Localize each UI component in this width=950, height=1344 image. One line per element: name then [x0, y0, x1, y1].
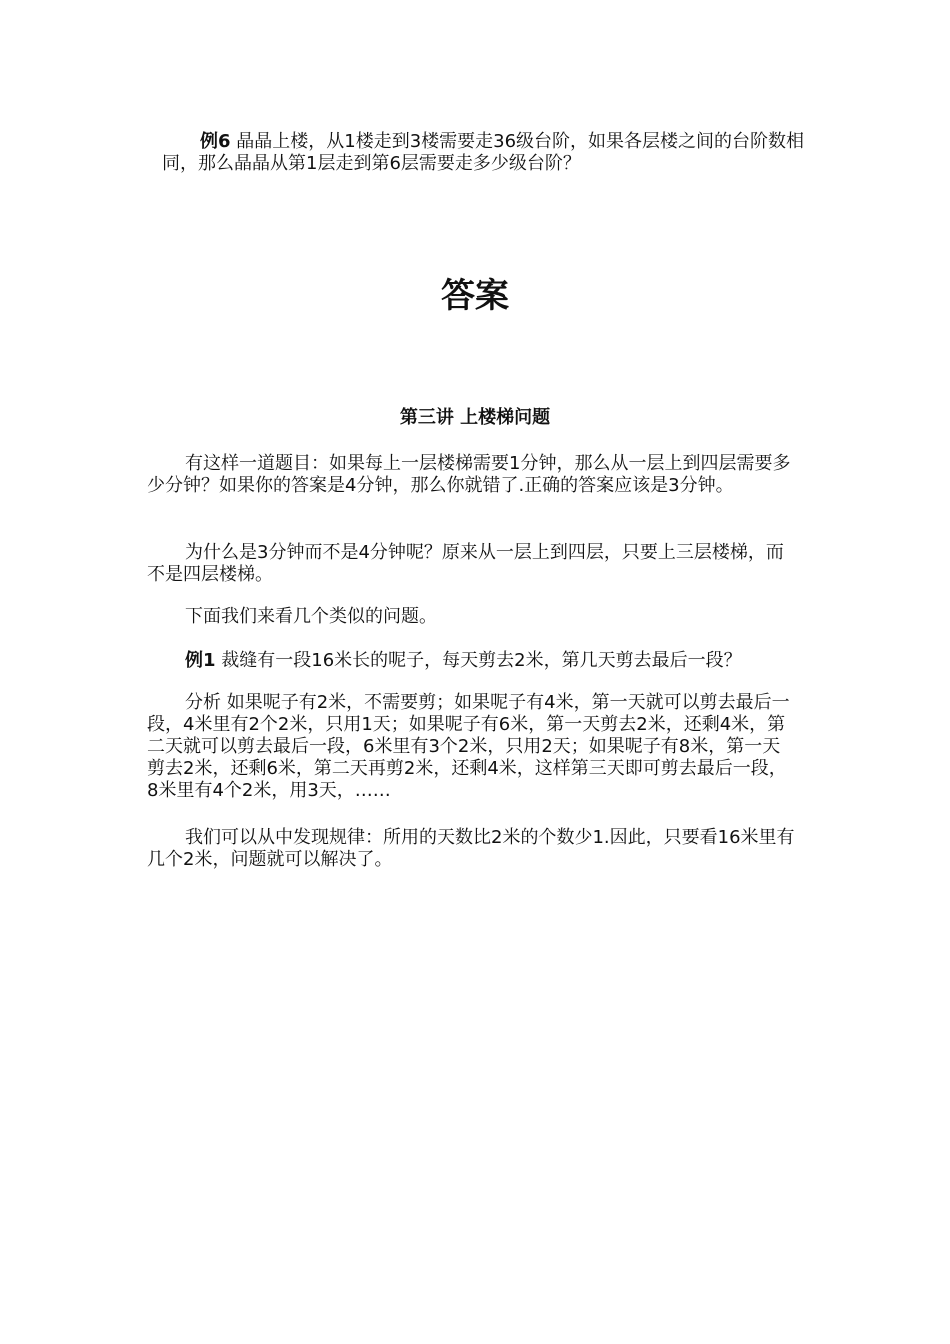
example-6-problem: [162, 131, 807, 175]
analysis-paragraph: 分析 如果呢子有2米，不需要剪；如果呢子有4米，第一天就可以剪去最后一段，4米里有2个2米，只用1天；如果呢子有6米，第一天剪去2米，还剩4米，第二天就可以剪去最后一段，6米里有3个2米，只用2天；如果呢子有8米，第一天剪去2米，还剩6米，第二天再剪2米，还剩4米，这样第三天即可剪去最后一段，8米里有4个2米，用3天，……: [147, 692, 790, 801]
example-6-text: 晶晶上楼，从1楼走到3楼需要走36级台阶，如果各层楼之间的台阶数相同，那么晶晶从第1层走到第6层需要走多少级台阶？: [162, 131, 805, 174]
next-paragraph: 下面我们来看几个类似的问题。: [185, 606, 437, 627]
lecture-title: 第三讲 上楼梯问题: [399, 407, 551, 428]
why-paragraph: 为什么是3分钟而不是4分钟呢？原来从一层上到四层，只要上三层楼梯，而不是四层楼梯。: [147, 542, 784, 585]
conclusion-paragraph: 我们可以从中发现规律：所用的天数比2米的个数少1.因此，只要看16米里有几个2米，问题就可以解决了。: [147, 827, 795, 870]
intro-paragraph: 有这样一道题目：如果每上一层楼梯需要1分钟，那么从一层上到四层需要多少分钟？如果你的答案是4分钟，那么你就错了.正确的答案应该是3分钟。: [147, 453, 791, 496]
answer-heading: 答案: [441, 276, 509, 316]
example-1-label: 例1: [185, 650, 216, 671]
example-6-label: 例6: [200, 131, 231, 152]
example-1-problem: [147, 650, 795, 672]
example-1-text: 裁缝有一段16米长的呢子，每天剪去2米，第几天剪去最后一段？: [215, 650, 742, 671]
